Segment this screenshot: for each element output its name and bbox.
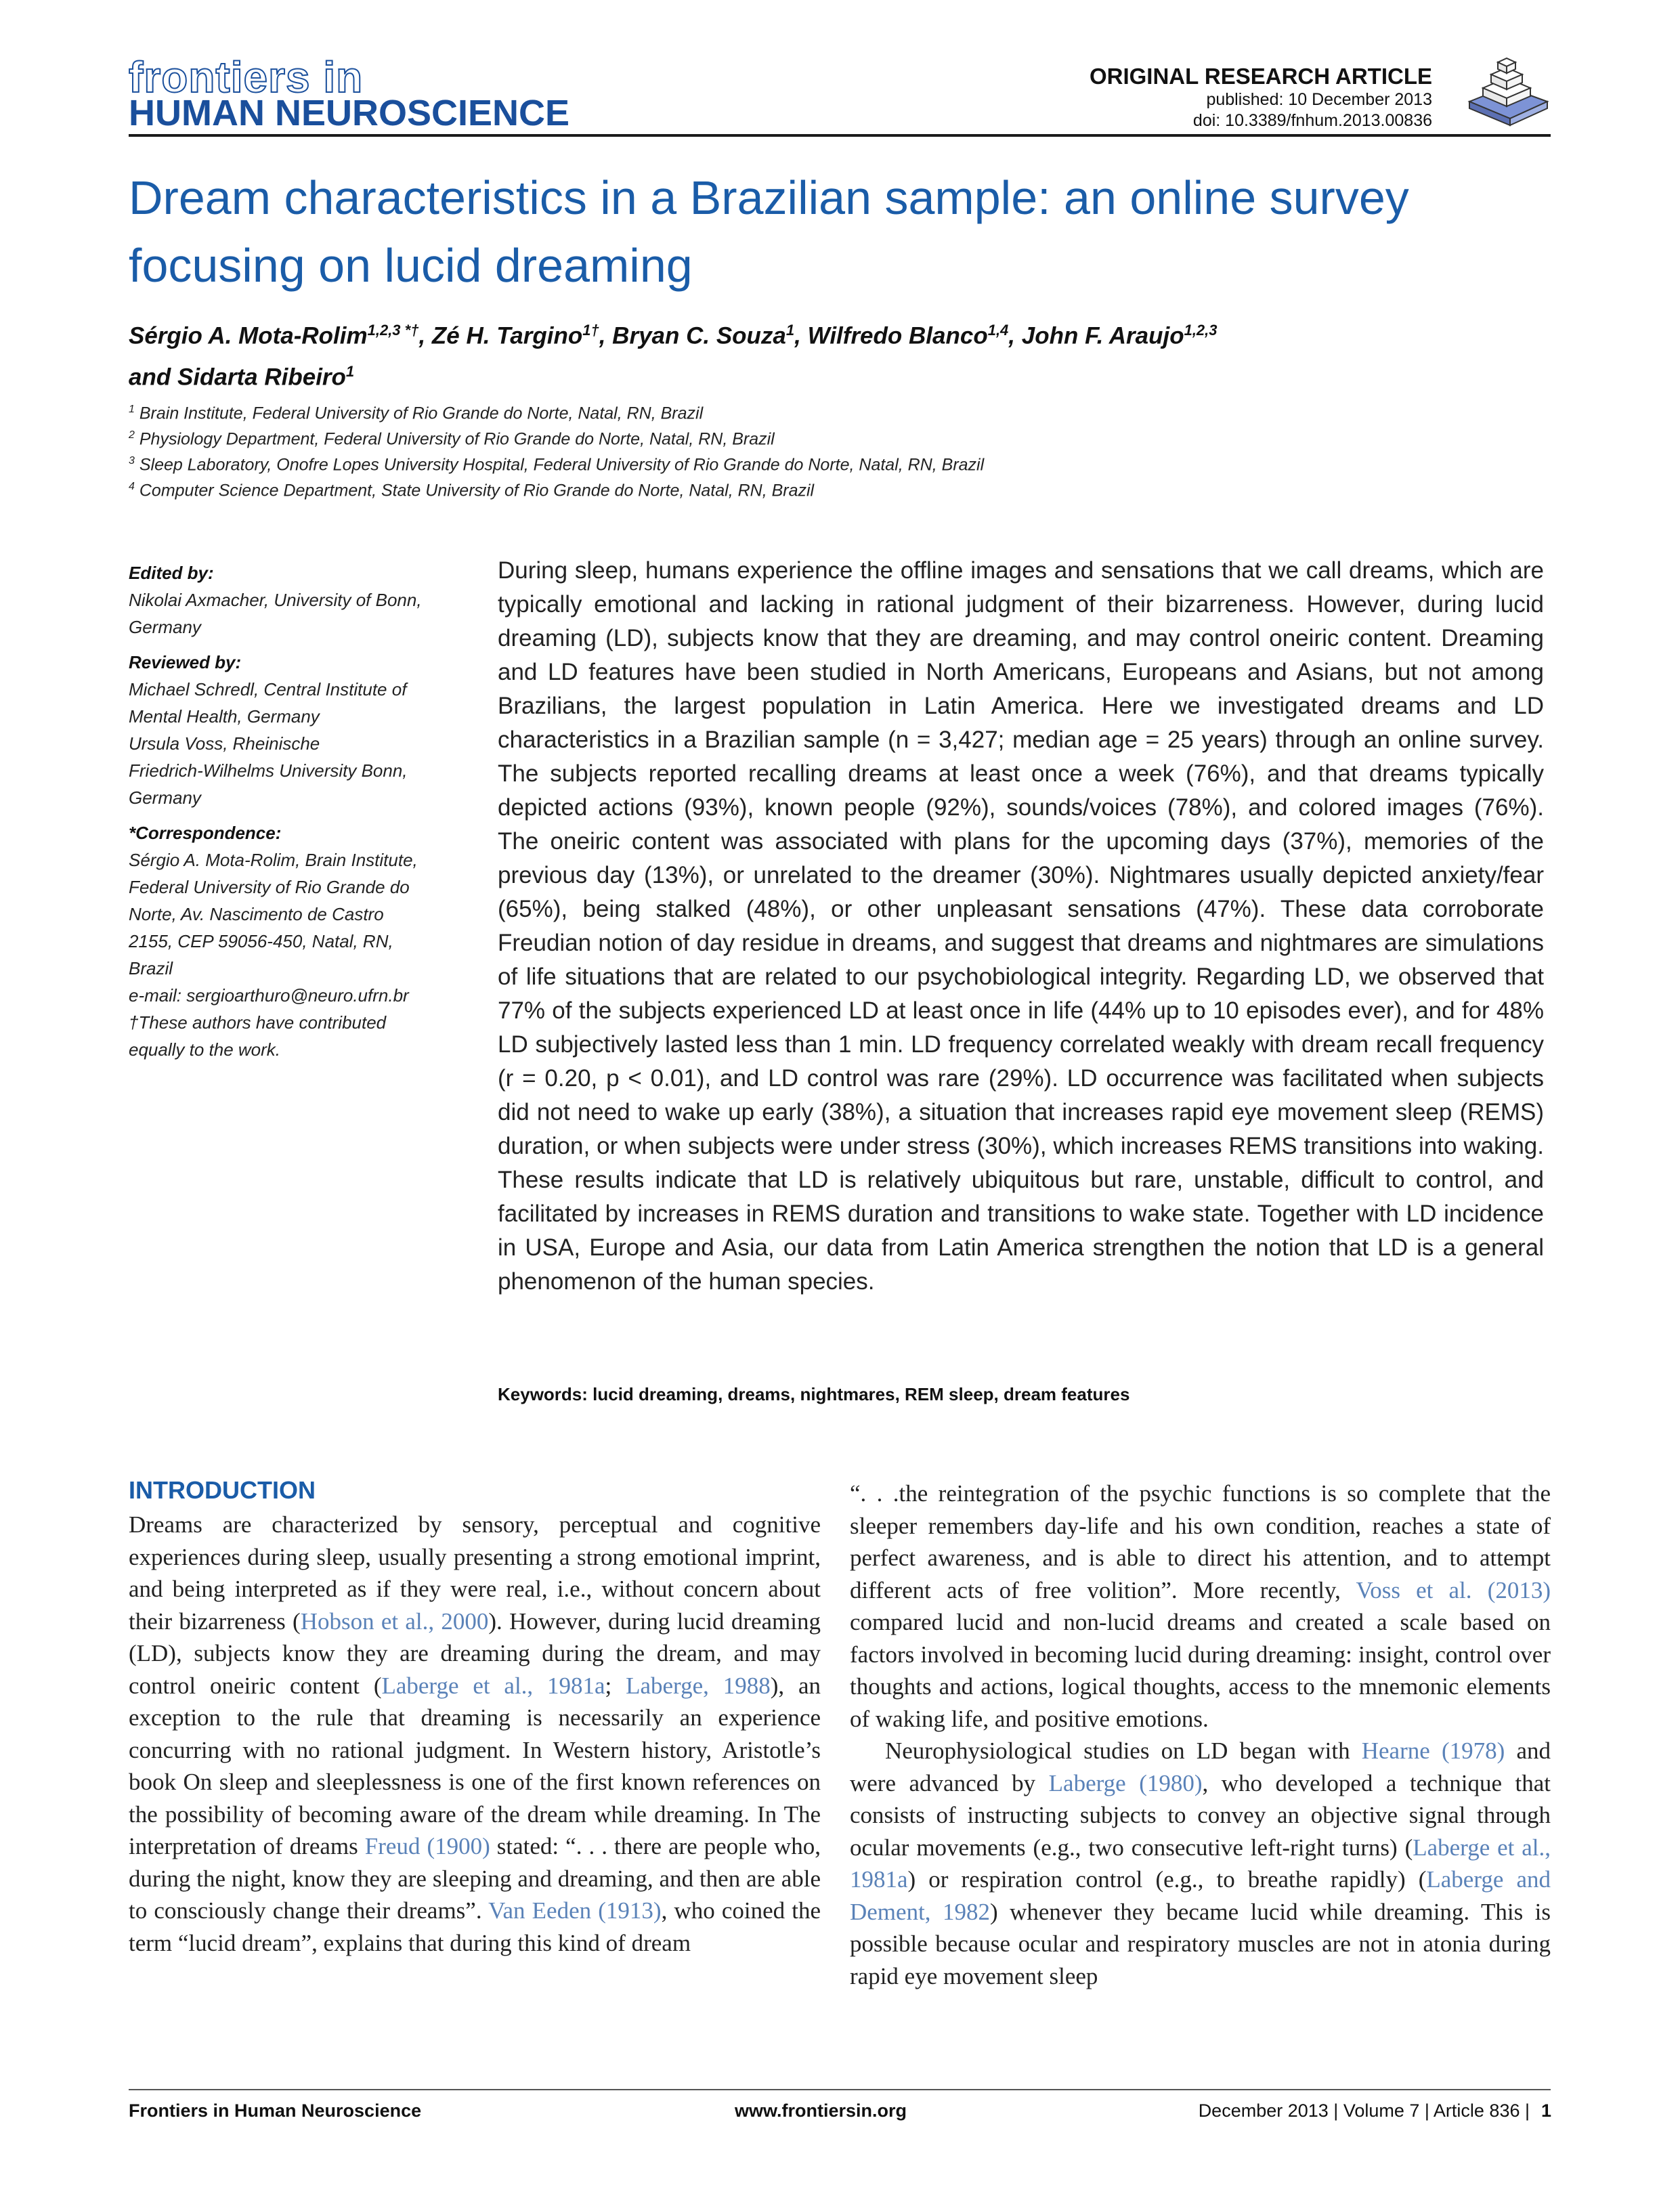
abstract: During sleep, humans experience the offline images and sensations that we call dreams, which are typically emotional and lacking in rational judgment of their bizarreness. However, during lucid dreaming (LD), subjects know that they are dreaming, and may control oneiric content. Dreaming and LD features have been studied in North Americans, Europeans and Asians, but not among Brazilians, the largest population in Latin America. Here we investigated dreams and LD characteristics in a Brazilian sample (n = 3,427; median age = 25 years) through an online survey. The subjects reported recalling dreams at least once a week (76%), and that dreams typically depicted actions (93%), known people (92%), sounds/voices (78%), and colored images (76%). The oneiric content was associated with plans for the upcoming days (37%), memories of the previous day (13%), or unrelated to the dreamer (30%). Nightmares usually depicted anxiety/fear (65%), being stalked (48%), or other unpleasant sensations (47%). These data corroborate Freudian notion of day residue in dreams, and suggest that dreams and nightmares are simulations of life situations that are related to our psychobiological integrity. Regarding LD, we observed that 77% of the subjects experienced LD at least once in life (44% up to 10 episodes ever), and for 48% LD subjectively lasted less than 1 min. LD frequency correlated weakly with dream recall frequency (r = 0.20, p < 0.01), and LD control was rare (29%). LD occurrence was facilitated when subjects did not need to wake up early (38%), a situation that increases rapid eye movement sleep (REMS) duration, or when subjects were under stress (30%), which increases REMS transitions into waking. These results indicate that LD is relatively ubiquitous but rare, unstable, difficult to control, and facilitated by increases in REMS duration and transitions to wake state. Together with LD incidence in USA, Europe and Asia, our data from Latin America strengthen the notion that LD is a general phenomenon of the human species. xyxy=(498,557,1544,1295)
article-type-label: ORIGINAL RESEARCH ARTICLE xyxy=(1089,64,1432,89)
footnote-line: †These authors have contributed xyxy=(129,1012,387,1033)
email-label: e-mail: xyxy=(129,985,187,1006)
citation-link[interactable]: (1980) xyxy=(1139,1769,1203,1796)
citation-link[interactable]: (2013) xyxy=(1487,1576,1551,1603)
footer-website-link[interactable]: www.frontiersin.org xyxy=(735,2100,907,2121)
correspondence-line: Brazil xyxy=(129,958,173,978)
correspondence-label: *Correspondence: xyxy=(129,823,282,843)
citation-link[interactable]: (1978) xyxy=(1441,1738,1505,1764)
keywords: Keywords: lucid dreaming, dreams, nightmares, REM sleep, dream features xyxy=(498,1384,1130,1404)
affiliation-number: 1 xyxy=(129,404,135,415)
author-name: Sidarta Ribeiro xyxy=(177,364,346,391)
citation-link[interactable]: Van Eeden xyxy=(488,1897,592,1924)
affiliation xyxy=(129,481,814,500)
citation-link[interactable]: (1900) xyxy=(427,1833,490,1859)
article-title: Dream characteristics in a Brazilian sample: an online survey focusing on lucid dreaming xyxy=(129,171,1409,292)
footer-divider xyxy=(129,2089,1551,2090)
citation-link[interactable]: Laberge et al., 1981a xyxy=(850,1834,1551,1893)
affiliation-text: Sleep Laboratory, Onofre Lopes University Hospital, Federal University of Rio Grande do Norte, Natal, RN, Brazil xyxy=(139,455,985,475)
author-name: John F. Araujo xyxy=(1021,322,1184,349)
email-link[interactable]: sergioarthuro@neuro.ufrn.br xyxy=(186,985,409,1006)
author-name: Wilfredo Blanco xyxy=(807,322,988,349)
author-name: Bryan C. Souza xyxy=(612,322,786,349)
author-name: Zé H. Targino xyxy=(431,322,583,349)
citation-link[interactable]: Laberge et al., 1981a xyxy=(381,1672,605,1699)
doi-text: doi: 10.3389/fnhum.2013.00836 xyxy=(1192,111,1432,130)
footer-issue-info: December 2013 | Volume 7 | Article 836 | xyxy=(1198,2100,1530,2121)
affiliation-number: 3 xyxy=(129,455,135,467)
citation-link[interactable]: Laberge xyxy=(1048,1769,1126,1796)
published-date: published: 10 December 2013 xyxy=(1206,90,1432,109)
citation-link[interactable]: Hearne xyxy=(1361,1738,1430,1764)
affiliation-number: 2 xyxy=(129,429,135,441)
body-paragraph: “. . .the reintegration of the psychic functions is so complete that the sleeper remembers day-life and his own condition, reaches a state of perfect awareness, and is able to direct his attention, and to attempt different acts of free volition”. More recently, Voss et al. (2013) compared lucid and non-lucid dreams and created a scale based on factors involved in becoming lucid during dreaming: insight, control over thoughts and actions, logical thoughts, access to the mnemonic elements of waking life, and positive emotions. xyxy=(850,1480,1551,1732)
editor-line: Germany xyxy=(129,617,201,637)
citation-link[interactable]: Laberge, 1988 xyxy=(626,1672,771,1699)
reviewer-line: Friedrich-Wilhelms University Bonn, xyxy=(129,760,408,781)
journal-logo-name: HUMAN NEUROSCIENCE xyxy=(129,93,570,133)
journal-logo-frontiers-in: frontiers in xyxy=(129,53,364,102)
reviewer-line: Michael Schredl, Central Institute of xyxy=(129,679,407,699)
author-list: Sérgio A. Mota-Rolim$^{1,2,3 *\dagger}$, Zé H. Targino$^{1\dagger}$, Bryan C. Souza$^1$, Wilfredo Blanco$^{1,4}$, John F. Araujo$^{1,2,3}$ and Sidarta Ribeiro$^1$ xyxy=(129,322,1218,391)
affiliation-text: Brain Institute, Federal University of Rio Grande do Norte, Natal, RN, Brazil xyxy=(139,404,704,423)
citation-link[interactable]: Freud xyxy=(364,1833,421,1859)
author-affiliation-marks: 1,2,3 xyxy=(1184,322,1218,339)
affiliation xyxy=(129,404,703,423)
author-affiliation-marks: 1,2,3 *† xyxy=(367,322,419,339)
footer-page-number: 1 xyxy=(1541,2100,1551,2121)
body-column-left: Dreams are characterized by sensory, perceptual and cognitive experiences during sleep, usually presenting a strong emotional imprint, and being interpreted as if they were real, i.e., without concern about their bizarreness (Hobson et al., 2000). However, during lucid dreaming (LD), subjects know they are dreaming during the dream, and may control oneiric content (Laberge et al., 1981a; Laberge, 1988), an exception to the rule that dreaming is necessarily an experience concurring with no rational judgment. In Western history, Aristotle’s book On sleep and sleeplessness is one of the first known references on the possibility of becoming aware of the dream while dreaming. In The interpretation of dreams Freud (1900) stated: “. . . there are people who, during the night, know they are sleeping and dreaming, and then are able to consciously change their dreams”. Van Eeden (1913), who coined the term “lucid dream”, explains that during this kind of dream xyxy=(129,1511,821,1956)
author-name: Sérgio A. Mota-Rolim xyxy=(129,322,368,349)
footnote-line: equally to the work. xyxy=(129,1039,281,1060)
correspondence-line: 2155, CEP 59056-450, Natal, RN, xyxy=(129,931,393,951)
affiliation xyxy=(129,429,775,449)
header-divider xyxy=(129,134,1551,137)
footer-journal-name: Frontiers in Human Neuroscience xyxy=(129,2100,422,2121)
citation-link[interactable]: Hobson et al., 2000 xyxy=(300,1608,489,1635)
email-line xyxy=(129,982,481,1009)
author-affiliation-marks: 1 xyxy=(785,322,795,339)
correspondence-line: Norte, Av. Nascimento de Castro xyxy=(129,904,384,924)
author-affiliation-marks: 1† xyxy=(582,322,599,339)
correspondence-line: Federal University of Rio Grande do xyxy=(129,877,410,897)
affiliation-text: Computer Science Department, State University of Rio Grande do Norte, Natal, RN, Brazil xyxy=(139,481,815,500)
affiliation-number: 4 xyxy=(129,481,135,492)
editorial-sidebar xyxy=(129,559,481,1063)
citation-link[interactable]: Laberge and Dement, 1982 xyxy=(850,1866,1551,1925)
affiliation-text: Physiology Department, Federal University of Rio Grande do Norte, Natal, RN, Brazil xyxy=(139,429,775,449)
reviewer-line: Ursula Voss, Rheinische xyxy=(129,733,320,754)
reviewer-line: Germany xyxy=(129,788,201,808)
section-heading-introduction: INTRODUCTION xyxy=(129,1476,316,1504)
editor-line: Nikolai Axmacher, University of Bonn, xyxy=(129,590,422,610)
affiliation xyxy=(129,455,984,475)
edited-by-label: Edited by: xyxy=(129,563,214,583)
citation-link[interactable]: (1913) xyxy=(598,1897,662,1924)
author-affiliation-marks: 1,4 xyxy=(987,322,1009,339)
body-paragraph: Neurophysiological studies on LD began with Hearne (1978) and were advanced by Laberge (1980), who developed a technique that consists of instructing subjects to convey an objective signal through ocular movements (e.g., two consecutive left-right turns) (Laberge et al., 1981a) or respiration control (e.g., to breathe rapidly) (Laberge and Dement, 1982) whenever they became lucid while dreaming. This is possible because ocular and respiratory muscles are not in atonia during rapid eye movement sleep xyxy=(850,1738,1551,1989)
author-joiner: and xyxy=(129,364,171,391)
body-column-right xyxy=(850,1478,1551,1992)
correspondence-line: Sérgio A. Mota-Rolim, Brain Institute, xyxy=(129,850,418,870)
author-affiliation-marks: 1 xyxy=(345,362,355,380)
reviewer-line: Mental Health, Germany xyxy=(129,706,320,727)
citation-link[interactable]: Voss et al. xyxy=(1356,1576,1472,1603)
reviewed-by-label: Reviewed by: xyxy=(129,652,242,672)
stacked-blocks-icon xyxy=(1463,54,1551,129)
